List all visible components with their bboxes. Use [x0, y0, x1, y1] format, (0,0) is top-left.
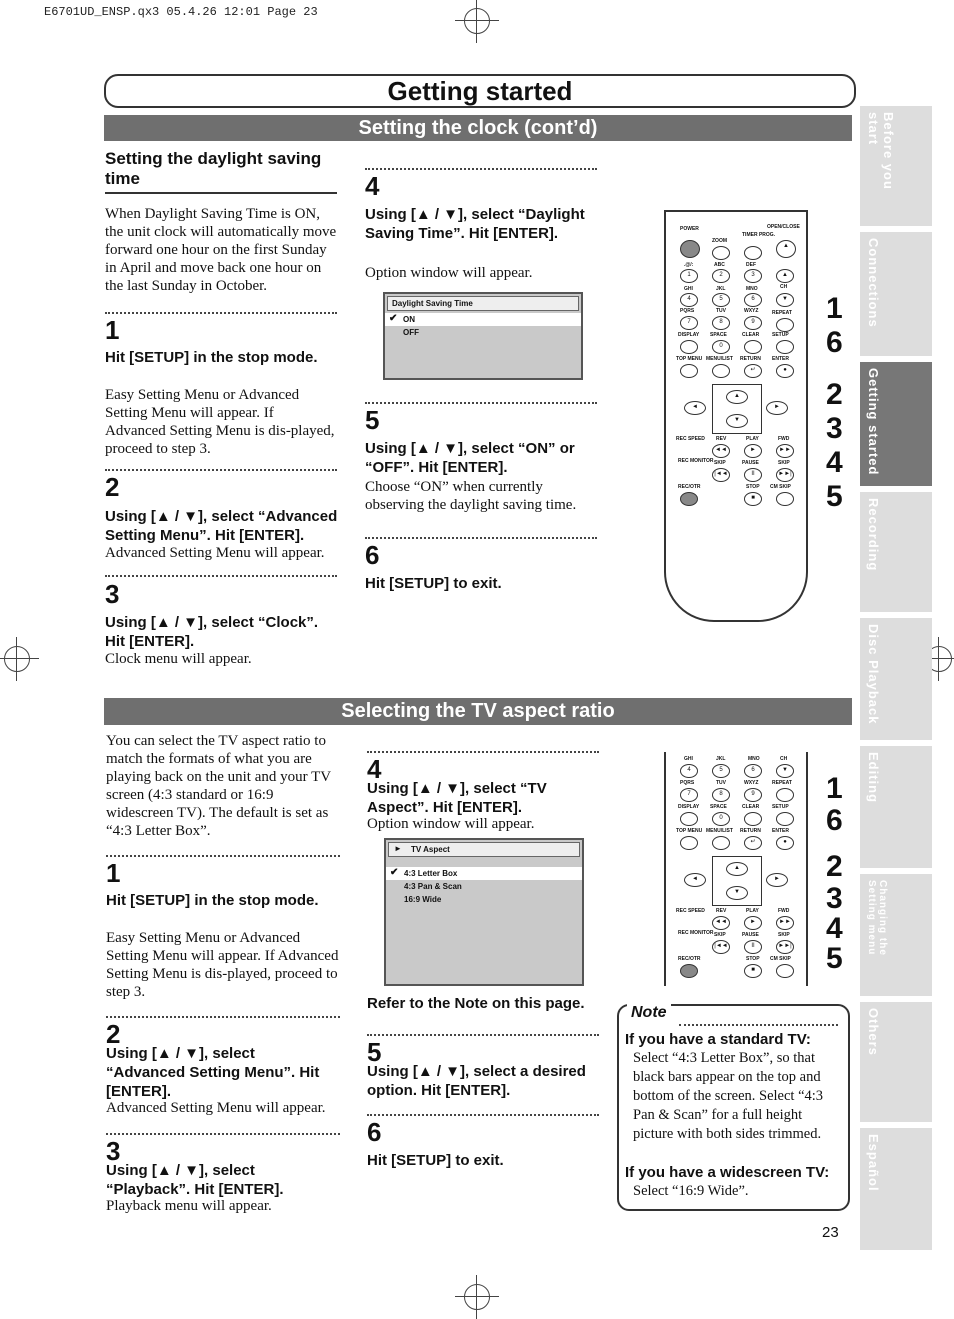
rewind-icon: ◄◄: [712, 916, 730, 930]
step-text: Option window will appear.: [365, 265, 533, 281]
forward-icon: ►►: [776, 444, 794, 458]
arrow-down-icon: ▼: [726, 886, 748, 900]
screen-option-off: OFF: [403, 328, 419, 337]
record-button: [680, 492, 698, 506]
step-text: Advanced Setting Menu will appear.: [106, 1100, 326, 1116]
osd-daylight-saving-screen: [383, 292, 583, 380]
step-instruction: Hit [SETUP] in the stop mode.: [106, 892, 319, 909]
step-text: Playback menu will appear.: [106, 1198, 272, 1214]
remote-step-number: 3: [826, 412, 843, 445]
step-instruction: Using [▲ / ▼], select a desired option. Hit [ENTER].: [367, 1063, 586, 1099]
remote-step-number: 2: [826, 378, 843, 411]
play-icon: ►: [394, 844, 402, 853]
step-text: Easy Setting Menu or Advanced Setting Menu will appear. If Advanced Setting Menu is dis-played, proceed to step 3.: [105, 387, 335, 457]
step-instruction: Hit [SETUP] to exit.: [367, 1152, 504, 1169]
note-text-widescreen: Select “16:9 Wide”.: [633, 1183, 749, 1199]
section-title-clock: Setting the clock (cont’d): [104, 115, 852, 141]
registration-mark: [4, 646, 30, 672]
note-heading-widescreen: If you have a widescreen TV:: [625, 1164, 830, 1181]
pause-icon: II: [744, 468, 762, 482]
skip-back-icon: |◄◄: [712, 468, 730, 482]
subtitle-rule: [105, 192, 337, 194]
divider: [106, 1016, 340, 1018]
return-icon: ↵: [744, 836, 762, 850]
step-instruction: Using [▲ / ▼], select “ON” or “OFF”. Hit [ENTER].: [365, 440, 575, 476]
arrow-up-icon: ▲: [726, 862, 748, 876]
note-title: Note: [627, 1004, 671, 1022]
eject-icon: ▲: [776, 240, 796, 258]
divider: [365, 168, 597, 170]
remote-step-number: 3: [826, 882, 843, 915]
step-instruction: Using [▲ / ▼], select “Daylight Saving Time”. Hit [ENTER].: [365, 206, 585, 242]
tab-recording[interactable]: Recording: [860, 492, 932, 612]
tab-editing[interactable]: Editing: [860, 746, 932, 868]
step-text: Easy Setting Menu or Advanced Setting Menu will appear. If Advanced Setting Menu is dis-played, proceed to step 3.: [106, 930, 339, 1000]
screen-title: ► TV Aspect: [388, 842, 580, 857]
step-number: 2: [106, 1019, 121, 1049]
step-text: Option window will appear.: [367, 816, 535, 832]
step-number: 3: [105, 579, 120, 609]
pause-icon: II: [744, 940, 762, 954]
remote-step-number: 5: [826, 480, 843, 513]
check-icon: ✔: [390, 867, 399, 878]
step-number: 3: [106, 1136, 121, 1166]
forward-icon: ►►: [776, 916, 794, 930]
power-button: [680, 240, 700, 258]
note-heading-standard: If you have a standard TV:: [625, 1031, 811, 1048]
remote-control-partial: GHI JKL MNO CH 4 5 6 ▼ PQRS TUV WXYZ REPEAT 7 8 9 DISPLAY SPACE CLEAR SETUP 0 TOP MENU MENU/LIST RETURN ENTER ↵ ● ▲ ▼ ◄ ► REC SPEED REV PLAY FWD ◄◄ ► ►► REC MONITOR SKIP PAUSE SKIP |◄◄ II ►►| REC/OTR STOP CM SKIP ■: [664, 752, 808, 986]
arrow-right-icon: ►: [766, 873, 788, 887]
step-instruction: Hit [SETUP] to exit.: [365, 575, 502, 592]
return-icon: ↵: [744, 364, 762, 378]
step-number: 4: [365, 171, 380, 201]
step-number: 6: [367, 1117, 382, 1147]
note-text-standard: Select “4:3 Letter Box”, so that black bars appear on the top and bottom of the screen. Select “4:3 Pan & Scan” for a full height picture with both sides trimmed.: [633, 1050, 824, 1142]
tab-changing-setting-menu[interactable]: Changing the Setting menu: [860, 874, 932, 996]
tab-espanol[interactable]: Español: [860, 1128, 932, 1250]
page-number: 23: [822, 1224, 839, 1241]
check-icon: ✔: [389, 313, 398, 324]
divider: [106, 855, 340, 857]
step-number: 5: [367, 1037, 382, 1067]
step-instruction: Using [▲ / ▼], select “TV Aspect”. Hit [ENTER].: [367, 780, 547, 816]
intro-text: You can select the TV aspect ratio to match the formats of what you are playing back on the unit and your TV screen (4:3 standard or 16:9 widescreen TV). The default is set as “4:3 Letter Box”.: [106, 733, 331, 839]
print-header: E6701UD_ENSP.qx3 05.4.26 12:01 Page 23: [44, 5, 318, 19]
tab-others[interactable]: Others: [860, 1002, 932, 1122]
registration-mark: [464, 1284, 490, 1310]
play-icon: ►: [744, 916, 762, 930]
remote-step-number: 5: [826, 942, 843, 975]
arrow-up-icon: ▲: [726, 390, 748, 404]
step-number: 1: [106, 858, 121, 888]
remote-control-illustration: POWER OPEN/CLOSE ZOOM TIMER PROG. ▲ .@/: ABC DEF 1 2 3 ▲ CH GHI JKL MNO 4 5 6 ▼ PQRS TUV WXYZ REPEAT 7 8 9 DISPLAY SPACE CLEAR SETUP 0 TOP MENU MENU/LIST RETURN ENTER ↵ ● ▲ ▼ ◄ ► REC SPEED REV PLAY FWD ◄◄ ► ►► REC MONITOR SKIP PAUSE SKIP |◄◄ II ►►| REC/OTR STOP CM SKIP ■: [664, 210, 808, 622]
remote-step-number: 6: [826, 326, 843, 359]
step-instruction: Using [▲ / ▼], select “Clock”. Hit [ENTER].: [105, 614, 319, 650]
step-number: 2: [105, 472, 120, 502]
tab-connections[interactable]: Connections: [860, 232, 932, 356]
page-title: Getting started: [104, 74, 856, 108]
registration-mark: [464, 8, 490, 34]
divider: [106, 1133, 340, 1135]
stop-icon: ■: [744, 964, 762, 978]
step-text: Clock menu will appear.: [105, 651, 252, 667]
divider: [105, 312, 337, 314]
step-number: 1: [105, 315, 120, 345]
step-instruction: Using [▲ / ▼], select “Advanced Setting Menu”. Hit [ENTER].: [105, 508, 338, 544]
note-divider: [679, 1024, 838, 1026]
step-number: 5: [365, 405, 380, 435]
arrow-right-icon: ►: [766, 401, 788, 415]
divider: [367, 751, 599, 753]
step-instruction: Using [▲ / ▼], select “Advanced Setting Menu”. Hit [ENTER].: [106, 1045, 320, 1100]
divider: [365, 402, 597, 404]
enter-icon: ●: [776, 836, 794, 850]
refer-note: Refer to the Note on this page.: [367, 995, 585, 1012]
remote-step-number: 4: [826, 912, 843, 945]
divider: [105, 575, 337, 577]
divider: [365, 537, 597, 539]
step-number: 6: [365, 540, 380, 570]
remote-step-number: 4: [826, 446, 843, 479]
osd-tv-aspect-screen: [384, 838, 584, 986]
remote-step-number: 6: [826, 804, 843, 837]
arrow-down-icon: ▼: [726, 414, 748, 428]
play-icon: ►: [744, 444, 762, 458]
step-instruction: Hit [SETUP] in the stop mode.: [105, 349, 318, 366]
arrow-left-icon: ◄: [684, 873, 706, 887]
tab-getting-started[interactable]: Getting started: [860, 362, 932, 486]
tab-disc-playback[interactable]: Disc Playback: [860, 618, 932, 740]
stop-icon: ■: [744, 492, 762, 506]
intro-text: When Daylight Saving Time is ON, the unit clock will automatically move forward one hour on the first Sunday in April and move back one hour on the last Sunday in October.: [105, 206, 337, 294]
section-title-aspect: Selecting the TV aspect ratio: [104, 698, 852, 725]
screen-option-wide: 16:9 Wide: [404, 895, 442, 904]
tab-before-you-start[interactable]: Before you start: [860, 106, 932, 226]
ch-down-icon: ▼: [776, 764, 794, 778]
remote-step-number: 1: [826, 292, 843, 325]
note-box: [617, 1004, 850, 1211]
screen-title: Daylight Saving Time: [387, 296, 579, 311]
enter-icon: ●: [776, 364, 794, 378]
divider: [367, 1034, 599, 1036]
divider: [367, 1114, 599, 1116]
step-instruction: Using [▲ / ▼], select “Playback”. Hit [ENTER].: [106, 1162, 284, 1198]
skip-back-icon: |◄◄: [712, 940, 730, 954]
ch-up-icon: ▲: [776, 269, 794, 283]
arrow-left-icon: ◄: [684, 401, 706, 415]
step-number: 4: [367, 754, 382, 784]
record-button: [680, 964, 698, 978]
remote-step-number: 1: [826, 772, 843, 805]
screen-option-on: ✔ ON: [385, 313, 581, 326]
subsection-title: Setting the daylight saving time: [105, 149, 322, 188]
skip-forward-icon: ►►|: [776, 468, 794, 482]
step-text: Choose “ON” when currently observing the daylight saving time.: [365, 479, 577, 513]
screen-option-letterbox: ✔ 4:3 Letter Box: [386, 867, 582, 880]
step-text: Advanced Setting Menu will appear.: [105, 545, 325, 561]
screen-option-pan-scan: 4:3 Pan & Scan: [404, 882, 462, 891]
divider: [105, 469, 337, 471]
skip-forward-icon: ►►|: [776, 940, 794, 954]
rewind-icon: ◄◄: [712, 444, 730, 458]
remote-step-number: 2: [826, 850, 843, 883]
ch-down-icon: ▼: [776, 293, 794, 307]
